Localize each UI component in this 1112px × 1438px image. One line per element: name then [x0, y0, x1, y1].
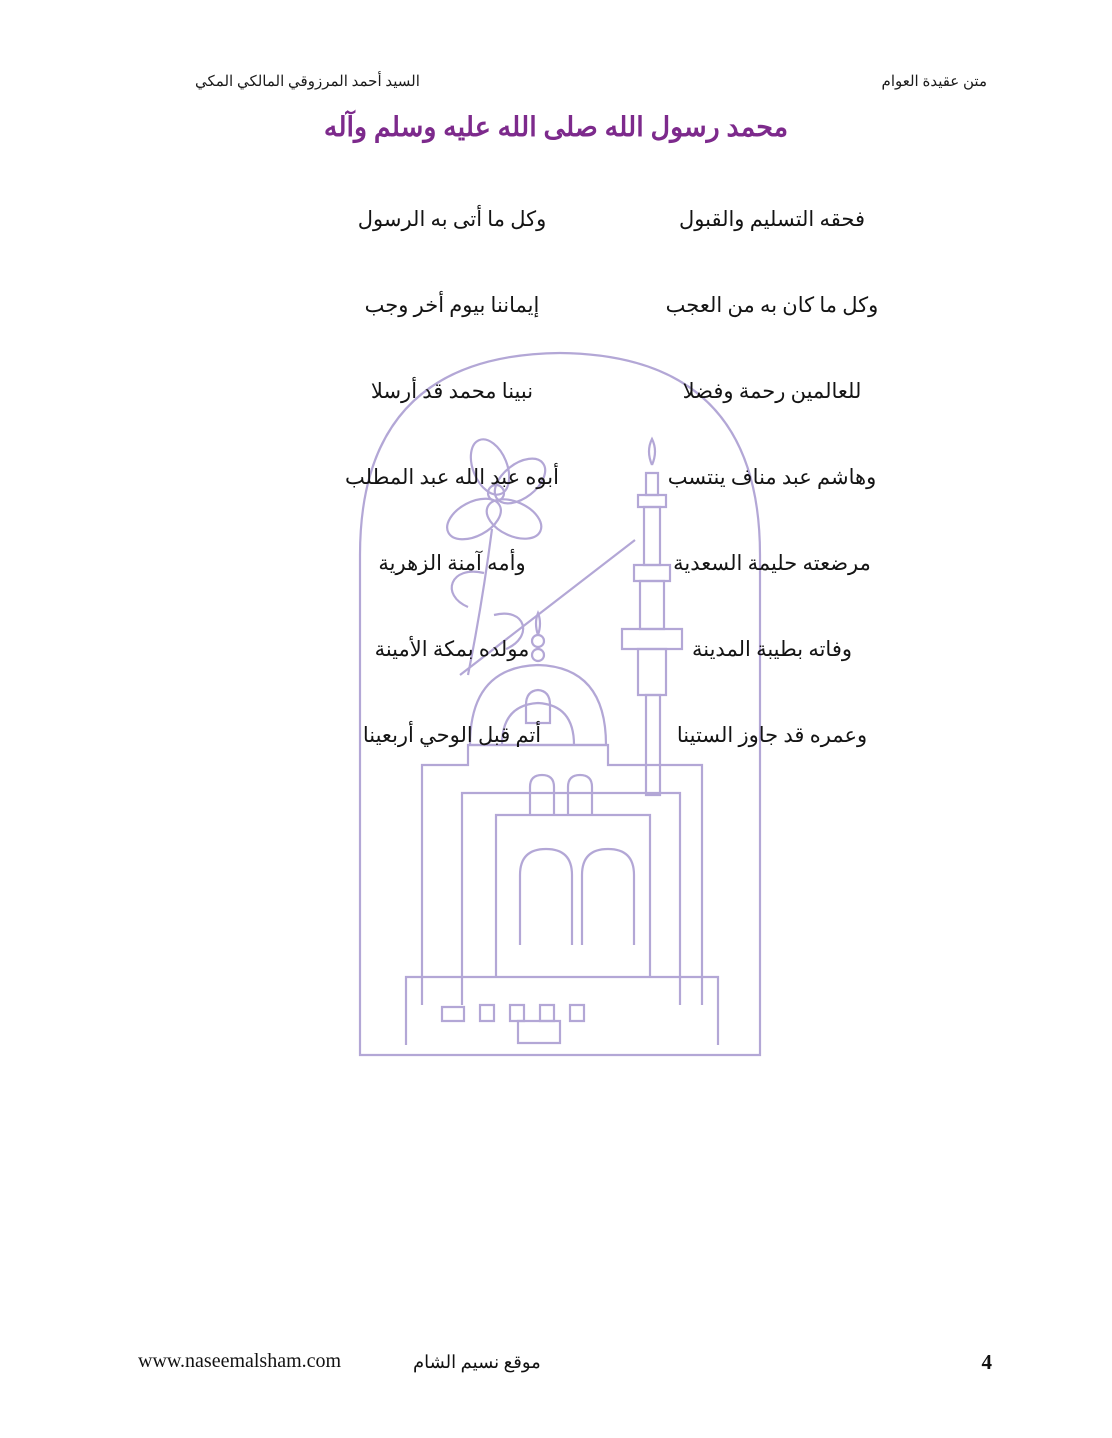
- footer-website-url[interactable]: www.naseemalsham.com: [138, 1350, 342, 1372]
- verse-hemistich-first: مولده بمكة الأمينة: [374, 637, 530, 661]
- verse-hemistich-second: وعمره قد جاوز الستينا: [676, 723, 868, 747]
- verse-hemistich-first: وكل ما أتى به الرسول: [357, 207, 547, 231]
- poem-verses: [0, 205, 1112, 807]
- verse-row: [0, 377, 1112, 463]
- verse-hemistich-second: فحقه التسليم والقبول: [679, 207, 865, 231]
- verse-hemistich-first: أبوه عبد الله عبد المطلب: [345, 465, 559, 489]
- verse-row: [0, 291, 1112, 377]
- header-book-title: متن عقيدة العوام: [881, 74, 987, 90]
- header-author: السيد أحمد المرزوقي المالكي المكي: [195, 74, 420, 90]
- page-header: [0, 72, 1112, 98]
- footer-site-name: موقع نسيم الشام: [413, 1352, 541, 1372]
- verse-hemistich-second: وفاته بطيبة المدينة: [691, 637, 853, 661]
- page-title: محمد رسول الله صلى الله عليه وسلم وآله: [323, 112, 789, 142]
- verse-hemistich-first: نبينا محمد قد أرسلا: [370, 379, 534, 403]
- page-footer: [0, 1350, 1112, 1380]
- verse-hemistich-first: أتم قبل الوحي أربعينا: [362, 723, 542, 747]
- verse-row: [0, 205, 1112, 291]
- verse-row: [0, 721, 1112, 807]
- verse-hemistich-second: للعالمين رحمة وفضلا: [682, 379, 862, 403]
- verse-hemistich-first: إيماننا بيوم أخر وجب: [364, 293, 540, 317]
- verse-row: [0, 549, 1112, 635]
- page-number: 4: [981, 1350, 992, 1374]
- verse-row: [0, 463, 1112, 549]
- verse-hemistich-second: مرضعته حليمة السعدية: [673, 551, 871, 575]
- verse-row: [0, 635, 1112, 721]
- verse-hemistich-second: وكل ما كان به من العجب: [665, 293, 879, 317]
- verse-hemistich-second: وهاشم عبد مناف ينتسب: [667, 465, 877, 489]
- verse-hemistich-first: وأمه آمنة الزهرية: [378, 551, 526, 575]
